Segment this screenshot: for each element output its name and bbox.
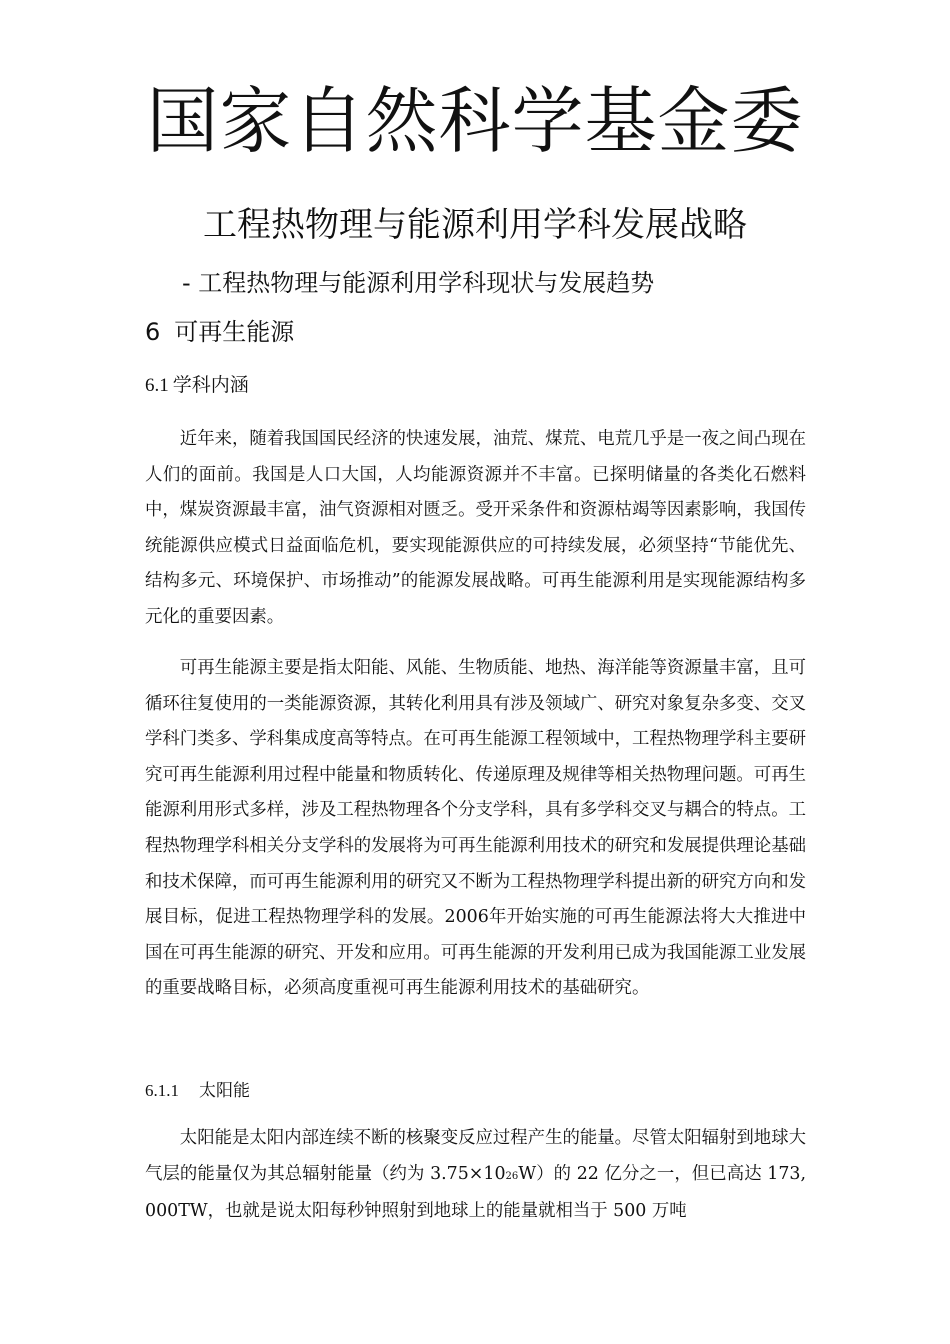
subsubsection-title: 太阳能 xyxy=(199,1081,250,1101)
section-number: 6 xyxy=(145,318,161,346)
solar-text-after: W）的 22 亿分之一，但已高达 173,000TW，也就是说太阳每秒钟照射到地球上的能量就相当于 500 万吨 xyxy=(145,1163,807,1222)
subsubsection-heading xyxy=(145,1076,250,1106)
org-title: 国家自然科学基金委 xyxy=(146,79,804,163)
paragraph-energy-situation: 近年来，随着我国国民经济的快速发展，油荒、煤荒、电荒几乎是一夜之间凸现在人们的面前。我国是人口大国，人均能源资源并不丰富。已探明储量的各类化石燃料中，煤炭资源最丰富，油气资源相对匮乏。受开采条件和资源枯竭等因素影响，我国传统能源供应模式日益面临危机，要实现能源供应的可持续发展，必须坚持“节能优先、结构多元、环境保护、市场推动”的能源发展战略。可再生能源利用是实现能源结构多元化的重要因素。 xyxy=(145,429,806,627)
section-heading xyxy=(145,314,294,350)
section-title: 可再生能源 xyxy=(174,318,295,346)
subsection-heading xyxy=(145,370,249,401)
solar-exponent: 26 xyxy=(505,1170,519,1182)
subsubsection-number: 6.1.1 xyxy=(145,1081,179,1100)
solar-text-before: 太阳能是太阳内部连续不断的核聚变反应过程产生的能量。尽管太阳辐射到地球大气层的能量仅为其总辐射能量（约为 3.75×10 xyxy=(145,1128,806,1184)
paragraph-renewable-energy: 可再生能源主要是指太阳能、风能、生物质能、地热、海洋能等资源量丰富，且可循环往复使用的一类能源资源，其转化利用具有涉及领域广、研究对象复杂多变、交叉学科门类多、学科集成度高等特点。在可再生能源工程领域中，工程热物理学科主要研究可再生能源利用过程中能量和物质转化、传递原理及规律等相关热物理问题。可再生能源利用形式多样，涉及工程热物理各个分支学科，具有多学科交叉与耦合的特点。工程热物理学科相关分支学科的发展将为可再生能源利用技术的研究和发展提供理论基础和技术保障，而可再生能源利用的研究又不断为工程热物理学科提出新的研究方向和发展目标，促进工程热物理学科的发展。2006年开始实施的可再生能源法将大大推进中国在可再生能源的研究、开发和应用。可再生能源的开发利用已成为我国能源工业发展的重要战略目标，必须高度重视可再生能源利用技术的基础研究。 xyxy=(145,658,806,999)
subsection-title: 学科内涵 xyxy=(172,374,249,396)
doc-subtitle: - 工程热物理与能源利用学科现状与发展趋势 xyxy=(182,269,655,297)
paragraph-solar-energy xyxy=(145,1121,806,1230)
doc-title: 工程热物理与能源利用学科发展战略 xyxy=(203,205,747,245)
subsection-number: 6.1 xyxy=(145,375,169,396)
